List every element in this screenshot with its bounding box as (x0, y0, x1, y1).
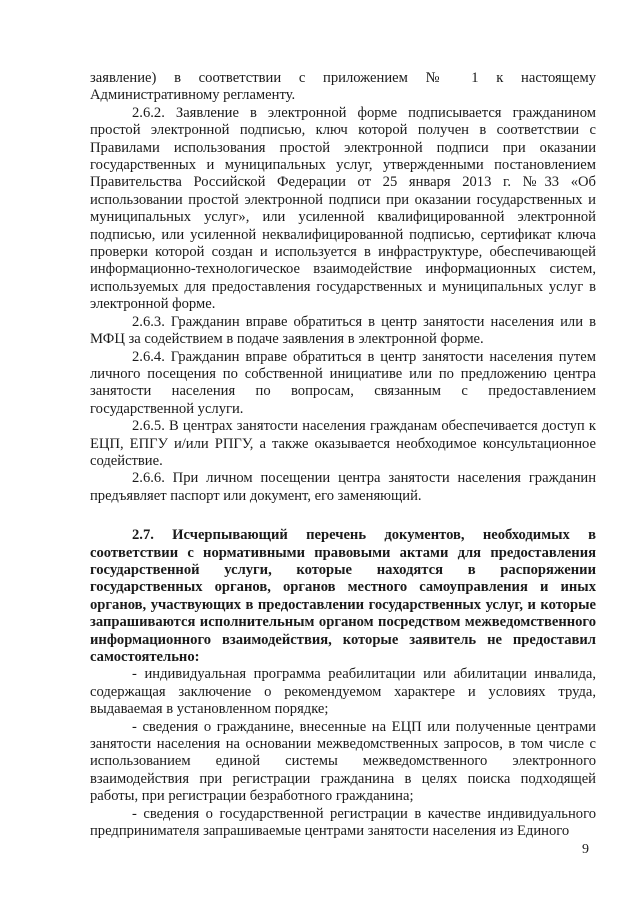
document-body (90, 70, 596, 840)
paragraph-2-6-5: 2.6.5. В центрах занятости населения гражданам обеспечивается доступ к ЕЦП, ЕПГУ и/или РПГУ, а также оказывается необходимое консультационное содействие. (90, 418, 596, 469)
paragraph-2-6-3: 2.6.3. Гражданин вправе обратиться в центр занятости населения или в МФЦ за содействием в подаче заявления в электронной форме. (90, 313, 596, 348)
paragraph-2-6-2: 2.6.2. Заявление в электронной форме подписывается гражданином простой электронной подписью, ключ которой получен в соответствии с Правилами использования простой электронной подписи при оказании государственных и муниципальных услуг, утвержденными постановлением Правительства Российской Федерации от 25 января 2013 г. №33 «Об использовании простой электронной подписи при оказании государственных и муниципальных услуг», или усиленной квалифицированной электронной подписью, или усиленной неквалифицированной подписью, сертификат ключа проверки которой создан и используется в инфраструктуре, обеспечивающей информационно-технологическое взаимодействие информационных систем, используемых для предоставления государственных и муниципальных услуг в электронной форме. (90, 104, 596, 313)
list-item: - сведения о государственной регистрации в качестве индивидуального предпринимателя запрашиваемые центрами занятости населения из Единого (90, 805, 596, 840)
paragraph-2-6-6: 2.6.6. При личном посещении центра занятости населения гражданин предъявляет паспорт или документ, его заменяющий. (90, 470, 596, 504)
list-item: - индивидуальная программа реабилитации или абилитации инвалида, содержащая заключение о рекомендуемом характере и условиях труда, выдаваемая в установленном порядке; (90, 666, 596, 718)
section-heading-2-7: 2.7. Исчерпывающий перечень документов, необходимых в соответствии с нормативными правовыми актами для предоставления государственной услуги, которые находятся в распоряжении государственных органов, органов местного самоуправления и иных органов, участвующих в предоставлении государственных услуг, и которые запрашиваются исполнительным органом посредством межведомственного информационного взаимодействия, которые заявитель не предоставил самостоятельно: (90, 527, 596, 665)
page-number: 9 (582, 842, 589, 857)
paragraph-continuation: заявление) в соответствии с приложением № 1 к настоящему Административному регламенту. (90, 70, 596, 104)
list-item: - сведения о гражданине, внесенные на ЕЦП или полученные центрами занятости населения на основании межведомственных запросов, в том числе с использованием единой системы межведомственного электронного взаимодействия при регистрации гражданина в целях поиска подходящей работы, при регистрации безработного гражданина; (90, 718, 596, 805)
section-gap (90, 505, 596, 527)
paragraph-2-6-4: 2.6.4. Гражданин вправе обратиться в центр занятости населения путем личного посещения по собственной инициативе или по предложению центра занятости населения по вопросам, связанным с предоставлением государственной услуги. (90, 348, 596, 417)
